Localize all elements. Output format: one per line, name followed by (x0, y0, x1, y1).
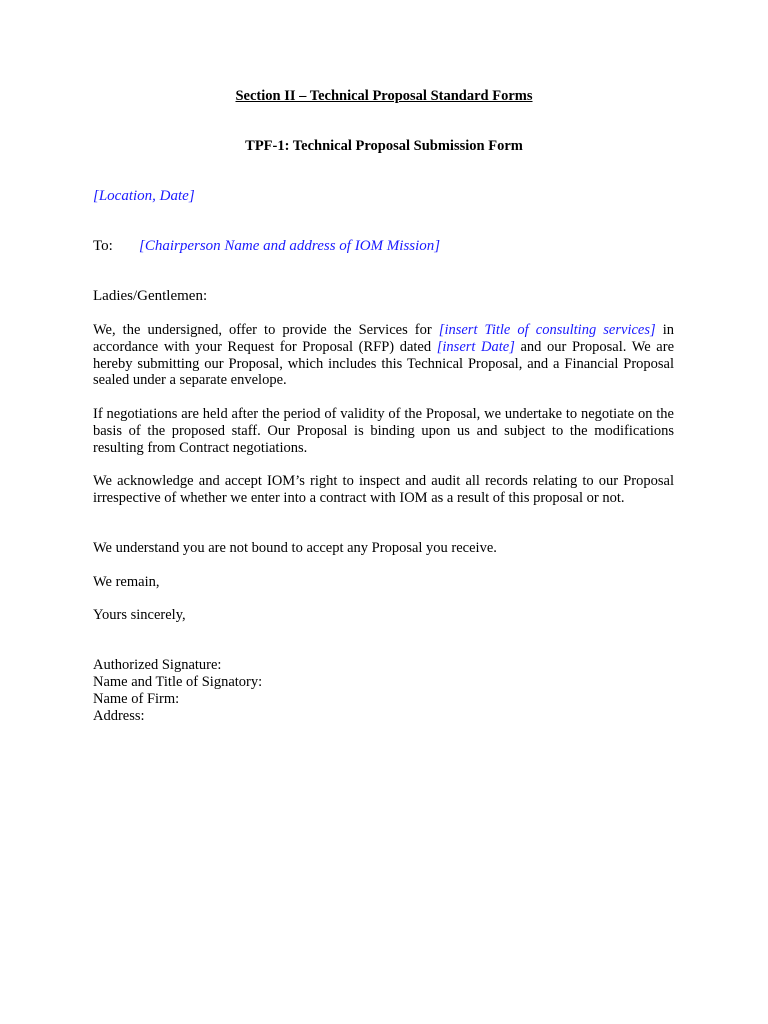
form-title: TPF-1: Technical Proposal Submission Form (245, 138, 523, 154)
closing-yours-sincerely: Yours sincerely, (93, 607, 186, 623)
paragraph-audit: We acknowledge and accept IOM’s right to inspect and audit all records relating to our Proposal irrespective of whether we enter into a contract with IOM as a result of this proposal or not. (93, 473, 674, 506)
location-date-placeholder: [Location, Date] (93, 188, 195, 204)
paragraph-not-bound: We understand you are not bound to accept any Proposal you receive. (93, 540, 497, 556)
signature-block (93, 657, 262, 725)
authorized-signature-field: Authorized Signature: (93, 657, 222, 673)
to-line (93, 238, 440, 255)
paragraph1-text-1: We, the undersigned, offer to provide the Services for (93, 322, 439, 338)
section-title: Section II – Technical Proposal Standard Forms (235, 88, 533, 104)
to-label: To: (93, 238, 113, 254)
rfp-date-placeholder: [insert Date] (436, 338, 515, 355)
closing-we-remain: We remain, (93, 574, 160, 590)
paragraph1-text-3: and our Proposal. We are hereby submitting our Proposal, which includes this Technical Proposal, and a Financial Proposal sealed under a separate envelope. (93, 338, 675, 389)
recipient-placeholder: [Chairperson Name and address of IOM Mission] (139, 238, 441, 254)
firm-name-field: Name of Firm: (93, 691, 180, 707)
name-title-signatory-field: Name and Title of Signatory: (93, 674, 263, 690)
salutation: Ladies/Gentlemen: (93, 288, 208, 304)
paragraph-services-offer (93, 322, 674, 389)
paragraph-negotiations: If negotiations are held after the period of validity of the Proposal, we undertake to negotiate on the basis of the proposed staff. Our Proposal is binding upon us and subject to the modifications resulting from Contract negotiations. (93, 406, 674, 456)
services-title-placeholder: [insert Title of consulting services] (438, 322, 656, 338)
address-field: Address: (93, 708, 145, 724)
paragraph1-text-2: in accordance with your Request for Proposal (RFP) dated (93, 322, 675, 355)
